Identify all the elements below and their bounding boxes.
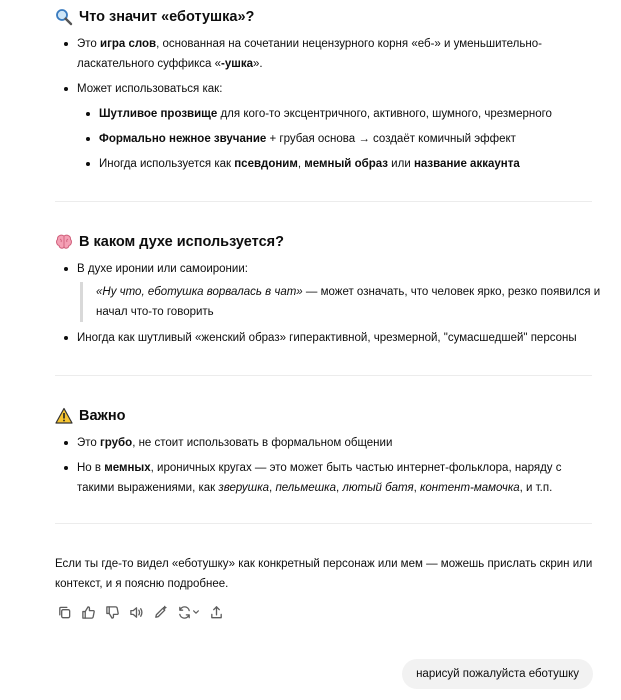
section-title-warning: Важно: [55, 406, 125, 426]
user-message-text: нарисуй пожалуйста еботушку: [416, 668, 579, 680]
chevron-down-icon: [192, 608, 200, 616]
section-title-meaning: Что значит «еботушка»?: [55, 7, 254, 27]
regenerate-button[interactable]: [175, 603, 201, 621]
share-icon: [209, 605, 224, 620]
user-message-bubble: [402, 659, 593, 689]
closing-paragraph: Если ты где-то видел «еботушку» как конкретный персонаж или мем — можешь прислать скрин или контекст, и я поясню подробнее.: [55, 558, 593, 590]
copy-button[interactable]: [55, 603, 73, 621]
example-quote: «Ну что, еботушка ворвалась в чат» — может означать, что человек ярко, резко появился и начал что-то говорить: [80, 282, 606, 322]
share-button[interactable]: [207, 603, 225, 621]
thumbs-down-icon: [105, 605, 120, 620]
edit-icon: [153, 605, 168, 620]
regenerate-icon: [177, 605, 192, 620]
speaker-icon: [129, 605, 144, 620]
read-aloud-button[interactable]: [127, 603, 145, 621]
dislike-button[interactable]: [103, 603, 121, 621]
like-button[interactable]: [79, 603, 97, 621]
warning-bullet-memes: Но в мемных, ироничных кругах — это может быть частью интернет-фольклора, наряду с такими выражениями, как зверушка, пельмешка, лютый батя, контент-мамочка, и т.п.: [77, 458, 597, 498]
thumbs-up-icon: [81, 605, 96, 620]
spirit-bullet-irony: В духе иронии или самоиронии:: [77, 259, 597, 279]
magnifier-icon: [55, 8, 73, 26]
meaning-bullet-usage: Может использоваться как:: [77, 79, 597, 99]
usage-item-nickname: Шутливое прозвище для кого-то эксцентричного, активного, шумного, чрезмерного: [99, 104, 589, 124]
message-actions: [55, 603, 225, 621]
copy-icon: [57, 605, 72, 620]
edit-button[interactable]: [151, 603, 169, 621]
section-divider: [55, 523, 592, 524]
meaning-bullet-wordplay: Это игра слов, основанная на сочетании нецензурного корня «еб-» и уменьшительно-ласкательного суффикса «-ушка».: [77, 34, 597, 74]
section-divider: [55, 201, 592, 202]
warning-bullet-rude: Это грубо, не стоит использовать в формальном общении: [77, 433, 597, 453]
brain-icon: [55, 233, 73, 251]
section-title-spirit: В каком духе используется?: [55, 232, 284, 252]
section-divider: [55, 375, 592, 376]
spirit-bullet-image: Иногда как шутливый «женский образ» гиперактивной, чрезмерной, "сумасшедшей" персоны: [77, 328, 597, 348]
usage-item-sound: Формально нежное звучание + грубая основа → создаёт комичный эффект: [99, 129, 589, 149]
warning-icon: [55, 407, 73, 425]
usage-item-pseudonym: Иногда используется как псевдоним, мемный образ или название аккаунта: [99, 154, 589, 174]
